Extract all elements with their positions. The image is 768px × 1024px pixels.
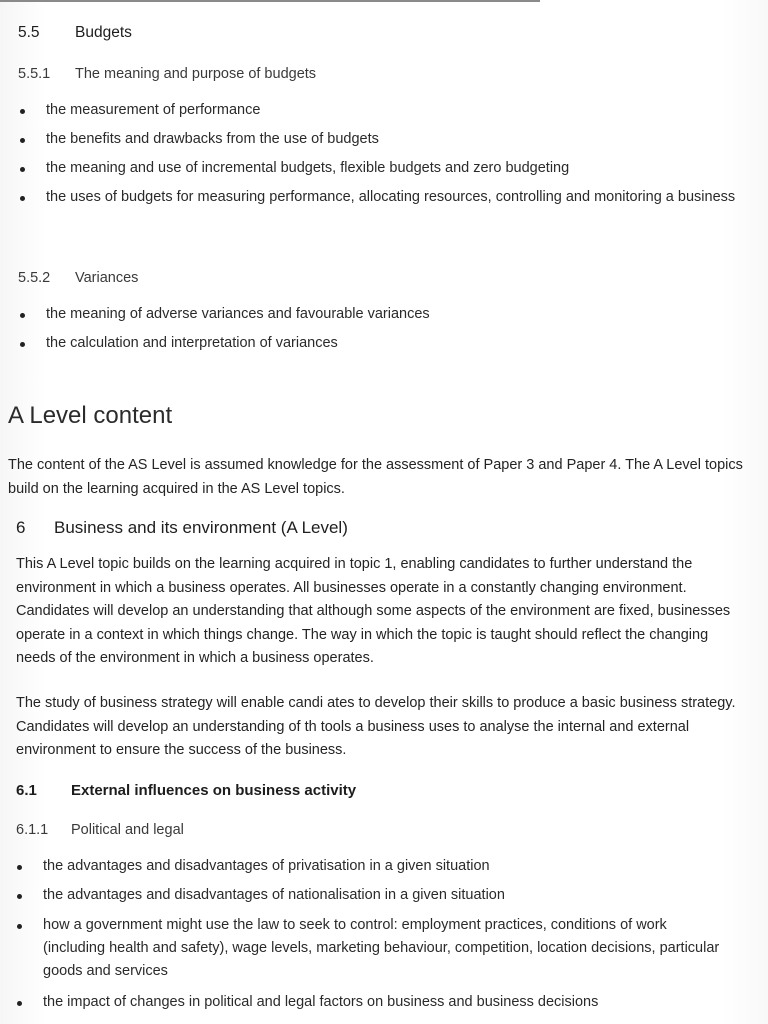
- intro-paragraph: [8, 454, 743, 501]
- list-item: [17, 914, 719, 992]
- list-item-text: the measurement of performance: [46, 102, 261, 118]
- list-item-text: the meaning and use of incremental budgets, flexible budgets and zero budgeting: [46, 160, 570, 176]
- bullet-icon: [20, 313, 25, 318]
- section-title: External influences on business activity: [71, 782, 357, 799]
- paragraph-line: environment in which a business operates. All businesses operate in a constantly changing environment.: [16, 579, 687, 596]
- paragraph-line: environment to ensure the success of the business.: [16, 742, 347, 758]
- paragraph-line: The study of business strategy will enable candi ates to develop their skills to produce a basic business strategy.: [16, 695, 736, 711]
- paragraph-line: needs of the environment in which a business operates.: [16, 650, 374, 666]
- list-item: [20, 100, 735, 129]
- list-item: [20, 187, 735, 216]
- list-item: [20, 333, 430, 362]
- section-paragraph: [16, 553, 730, 671]
- top-rule: [0, 0, 540, 2]
- section-number: 5.5: [18, 24, 40, 41]
- list-item: [20, 158, 735, 187]
- bullet-icon: [17, 894, 22, 899]
- bullet-icon: [20, 109, 25, 114]
- list-item-text: the advantages and disadvantages of privatisation in a given situation: [43, 858, 490, 874]
- list-item-text: the impact of changes in political and legal factors on business and business decisions: [43, 994, 599, 1010]
- paragraph-line: Candidates will develop an understanding that although some aspects of the environment are fixed, businesses: [16, 603, 731, 619]
- list-item-text: goods and services: [43, 963, 168, 979]
- list-item-text: the uses of budgets for measuring performance, allocating resources, controlling and monitoring a business: [46, 189, 736, 205]
- paragraph-line: The content of the AS Level is assumed knowledge for the assessment of Paper 3 and Paper 4. The A Level topics: [8, 457, 743, 473]
- section-number: 6: [16, 518, 26, 537]
- page-heading: A Level content: [8, 402, 173, 429]
- bullet-list: [20, 100, 735, 216]
- list-item-text: the calculation and interpretation of variances: [46, 335, 338, 351]
- subsection-title: Variances: [75, 270, 139, 286]
- subsection-number: 6.1.1: [16, 822, 49, 838]
- list-item: [17, 992, 719, 1016]
- bullet-icon: [20, 196, 25, 201]
- bullet-list: [17, 856, 719, 1016]
- list-item: [20, 304, 430, 333]
- bullet-icon: [17, 865, 22, 870]
- bullet-icon: [17, 1001, 22, 1006]
- list-item-text: how a government might use the law to seek to control: employment practices, conditions of work: [43, 917, 667, 933]
- subsection-number: 5.5.1: [18, 66, 51, 82]
- list-item-text: the meaning of adverse variances and favourable variances: [46, 306, 430, 322]
- bullet-icon: [20, 167, 25, 172]
- paragraph-line: Candidates will develop an understanding of th tools a business uses to analyse the internal and external: [16, 718, 690, 735]
- bullet-icon: [20, 138, 25, 143]
- subsection-title: Political and legal: [71, 822, 184, 838]
- list-item-text: (including health and safety), wage levels, marketing behaviour, competition, location decisions, particular: [43, 940, 720, 956]
- section-number: 6.1: [16, 782, 37, 799]
- paragraph-line: This A Level topic builds on the learning acquired in topic 1, enabling candidates to further understand the: [16, 556, 693, 572]
- bullet-icon: [20, 342, 25, 347]
- list-item-text: the benefits and drawbacks from the use of budgets: [46, 131, 379, 147]
- bullet-icon: [17, 924, 22, 929]
- section-title: Business and its environment (A Level): [54, 518, 348, 537]
- paragraph-line: build on the learning acquired in the AS Level topics.: [8, 480, 345, 497]
- list-item: [17, 885, 719, 914]
- subsection-number: 5.5.2: [18, 270, 51, 286]
- section-title: Budgets: [75, 24, 132, 41]
- bullet-list: [20, 304, 430, 362]
- section-paragraph: [16, 692, 735, 763]
- paragraph-line: operate in a context in which things change. The way in which the topic is taught should reflect the changing: [16, 626, 709, 643]
- list-item: [20, 129, 735, 158]
- list-item: [17, 856, 719, 885]
- subsection-title: The meaning and purpose of budgets: [75, 66, 317, 82]
- list-item-text: the advantages and disadvantages of nationalisation in a given situation: [43, 887, 505, 903]
